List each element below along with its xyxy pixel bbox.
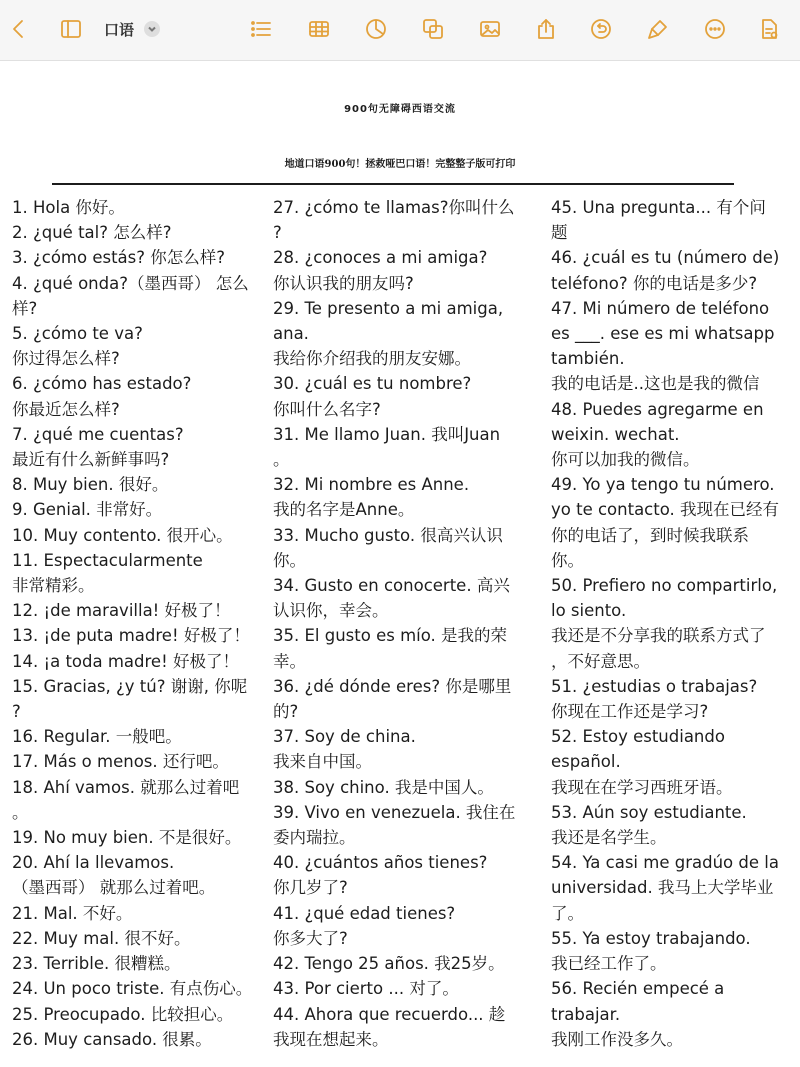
phrase-line: 20. Ahí la llevamos. <box>12 853 175 873</box>
phrase-line: 10. Muy contento. 很开心。 <box>12 525 233 545</box>
phrase-line: 36. ¿dé dónde eres? 你是哪里 <box>273 676 512 696</box>
phrase-line: 28. ¿conoces a mi amiga? <box>273 248 488 268</box>
phrase-line: 我来自中国。 <box>273 752 372 772</box>
chart-icon[interactable] <box>361 14 391 44</box>
phrase-line: 4. ¿qué onda?（墨西哥） 怎么 <box>12 273 249 293</box>
phrase-line: 认识你，幸会。 <box>273 601 389 621</box>
phrase-line: 我现在在学习西班牙语。 <box>551 777 733 797</box>
phrase-column-3 <box>551 195 799 1052</box>
phrase-line: 你。 <box>551 550 584 570</box>
phrase-line: 25. Preocupado. 比较担心。 <box>12 1004 234 1024</box>
phrase-line: 你的电话了，到时候我联系 <box>551 525 749 545</box>
phrase-line: 56. Recién empecé a <box>551 979 725 999</box>
phrase-line: 19. No muy bien. 不是很好。 <box>12 828 242 848</box>
phrase-line: 27. ¿cómo te llamas?你叫什么 <box>273 198 515 217</box>
phrase-line: 39. Vivo en venezuela. 我住在 <box>273 802 516 822</box>
phrase-line: 31. Me llamo Juan. 我叫Juan <box>273 424 501 444</box>
phrase-line: 我还是名学生。 <box>551 828 667 848</box>
phrase-line: 13. ¡de puta madre! 好极了！ <box>12 626 250 646</box>
more-icon[interactable] <box>700 14 730 44</box>
phrase-line: es ___. ese es mi whatsapp <box>551 324 775 344</box>
phrase-line: 51. ¿estudias o trabajas? <box>551 676 758 696</box>
phrase-line: 我给你介绍我的朋友安娜。 <box>273 349 471 369</box>
phrase-line: 35. El gusto es mío. 是我的荣 <box>273 626 508 646</box>
phrase-line: 委内瑞拉。 <box>273 828 356 848</box>
phrase-line: 2. ¿qué tal? 怎么样? <box>12 223 172 243</box>
toolbar <box>0 0 800 60</box>
phrase-line: ? <box>12 702 21 722</box>
phrase-line: 。 <box>12 802 29 822</box>
phrase-column-1 <box>12 195 270 1052</box>
phrase-line: 17. Más o menos. 还行吧。 <box>12 752 229 772</box>
phrase-line: ? <box>273 223 282 243</box>
sidebar-icon[interactable] <box>56 14 86 44</box>
phrase-line: 你。 <box>273 550 306 570</box>
phrase-line: 9. Genial. 非常好。 <box>12 500 163 520</box>
phrase-line: 幸。 <box>273 651 306 671</box>
phrase-line: 53. Aún soy estudiante. <box>551 802 747 822</box>
phrase-line: 21. Mal. 不好。 <box>12 903 133 923</box>
phrase-line: ，不好意思。 <box>551 651 650 671</box>
phrase-line: 样? <box>12 298 38 318</box>
phrase-line: 非常精彩。 <box>12 576 95 596</box>
phrase-line: 47. Mi número de teléfono <box>551 298 770 318</box>
phrase-line: 38. Soy chino. 我是中国人。 <box>273 777 494 797</box>
phrase-line: 37. Soy de china. <box>273 727 416 747</box>
phrase-line: 16. Regular. 一般吧。 <box>12 727 182 747</box>
phrase-line: universidad. 我马上大学毕业 <box>551 878 774 898</box>
phrase-line: 7. ¿qué me cuentas? <box>12 424 184 444</box>
subtitle-underline <box>52 183 734 185</box>
phrase-line: 55. Ya estoy trabajando. <box>551 928 751 948</box>
phrase-line: 40. ¿cuántos años tienes? <box>273 853 488 873</box>
phrase-line: 43. Por cierto ... 对了。 <box>273 979 459 999</box>
phrase-line: español. <box>551 752 621 772</box>
phrase-line: 我刚工作没多久。 <box>551 1029 683 1049</box>
document-name[interactable]: 口语 <box>104 21 135 39</box>
phrase-line: 你可以加我的微信。 <box>551 450 700 470</box>
phrase-line: 44. Ahora que recuerdo... 趁 <box>273 1004 506 1024</box>
phrase-line: trabajar. <box>551 1004 621 1024</box>
page-subtitle: 地道口语900句！拯救哑巴口语！完整整子版可打印 <box>284 159 516 170</box>
phrase-line: 46. ¿cuál es tu (número de) <box>551 248 780 268</box>
page-title: 900句无障碍西语交流 <box>344 104 456 115</box>
phrase-line: 我的电话是..这也是我的微信 <box>551 374 760 394</box>
shapes-icon[interactable] <box>418 14 448 44</box>
phrase-line: 26. Muy cansado. 很累。 <box>12 1029 212 1049</box>
phrase-line: 。 <box>273 450 290 470</box>
phrase-line: teléfono? 你的电话是多少? <box>551 273 758 293</box>
phrase-line: 15. Gracias, ¿y tú? 谢谢, 你呢 <box>12 676 248 696</box>
undo-icon[interactable] <box>586 14 616 44</box>
phrase-line: 30. ¿cuál es tu nombre? <box>273 374 472 394</box>
phrase-line: 你几岁了? <box>273 878 348 898</box>
phrase-line: 52. Estoy estudiando <box>551 727 725 747</box>
phrase-line: 你认识我的朋友吗? <box>273 273 414 293</box>
phrase-line: 29. Te presento a mi amiga, <box>273 298 504 318</box>
phrase-line: 我的名字是Anne。 <box>273 500 415 520</box>
phrase-line: 14. ¡a toda madre! 好极了！ <box>12 651 239 671</box>
phrase-line: 你过得怎么样? <box>12 349 120 369</box>
toolbar-divider <box>0 60 800 61</box>
phrase-line: 45. Una pregunta... 有个问 <box>551 198 766 217</box>
phrase-line: 我已经工作了。 <box>551 954 667 974</box>
phrase-line: 41. ¿qué edad tienes? <box>273 903 456 923</box>
phrase-line: 42. Tengo 25 años. 我25岁。 <box>273 954 505 974</box>
table-icon[interactable] <box>304 14 334 44</box>
phrase-line: 我还是不分享我的联系方式了 <box>551 626 766 646</box>
phrase-line: 1. Hola 你好。 <box>12 198 125 217</box>
phrase-line: 你最近怎么样? <box>12 399 120 419</box>
phrase-line: 22. Muy mal. 很不好。 <box>12 928 191 948</box>
phrase-line: 34. Gusto en conocerte. 高兴 <box>273 576 510 596</box>
phrase-line: 23. Terrible. 很糟糕。 <box>12 954 181 974</box>
document-view-icon[interactable] <box>754 14 784 44</box>
share-icon[interactable] <box>531 14 561 44</box>
phrase-line: 我现在想起来。 <box>273 1029 389 1049</box>
phrase-line: 8. Muy bien. 很好。 <box>12 475 169 495</box>
phrase-line: （墨西哥） 就那么过着吧。 <box>12 878 216 898</box>
list-icon[interactable] <box>246 14 276 44</box>
phrase-line: 6. ¿cómo has estado? <box>12 374 192 394</box>
phrase-line: 33. Mucho gusto. 很高兴认识 <box>273 525 503 545</box>
phrase-line: 18. Ahí vamos. 就那么过着吧 <box>12 777 240 797</box>
phrase-line: también. <box>551 349 625 369</box>
phrase-line: ana. <box>273 324 309 344</box>
phrase-line: 了。 <box>551 903 584 923</box>
phrase-line: 5. ¿cómo te va? <box>12 324 143 344</box>
phrase-line: 50. Prefiero no compartirlo, <box>551 576 778 596</box>
phrase-line: 你多大了? <box>273 928 348 948</box>
media-icon[interactable] <box>475 14 505 44</box>
phrase-line: 你现在工作还是学习? <box>551 702 709 722</box>
phrase-line: 的? <box>273 702 299 722</box>
phrase-line: yo te contacto. 我现在已经有 <box>551 500 780 520</box>
brush-icon[interactable] <box>643 14 673 44</box>
phrase-line: lo siento. <box>551 601 627 621</box>
chevron-down-icon[interactable] <box>144 21 160 37</box>
phrase-line: 54. Ya casi me gradúo de la <box>551 853 779 873</box>
phrase-line: 24. Un poco triste. 有点伤心。 <box>12 979 253 999</box>
phrase-line: 12. ¡de maravilla! 好极了！ <box>12 601 231 621</box>
phrase-line: 最近有什么新鲜事吗? <box>12 450 170 470</box>
phrase-column-2 <box>273 195 548 1052</box>
back-chevron-icon[interactable] <box>4 14 34 44</box>
phrase-line: 49. Yo ya tengo tu número. <box>551 475 775 495</box>
phrase-line: 你叫什么名字? <box>273 399 381 419</box>
phrase-line: 题 <box>551 223 568 243</box>
phrase-line: 32. Mi nombre es Anne. <box>273 475 470 495</box>
phrase-line: 48. Puedes agregarme en <box>551 399 764 419</box>
phrase-line: 3. ¿cómo estás? 你怎么样? <box>12 248 226 268</box>
phrase-line: weixin. wechat. <box>551 424 680 444</box>
phrase-line: 11. Espectacularmente <box>12 550 203 570</box>
